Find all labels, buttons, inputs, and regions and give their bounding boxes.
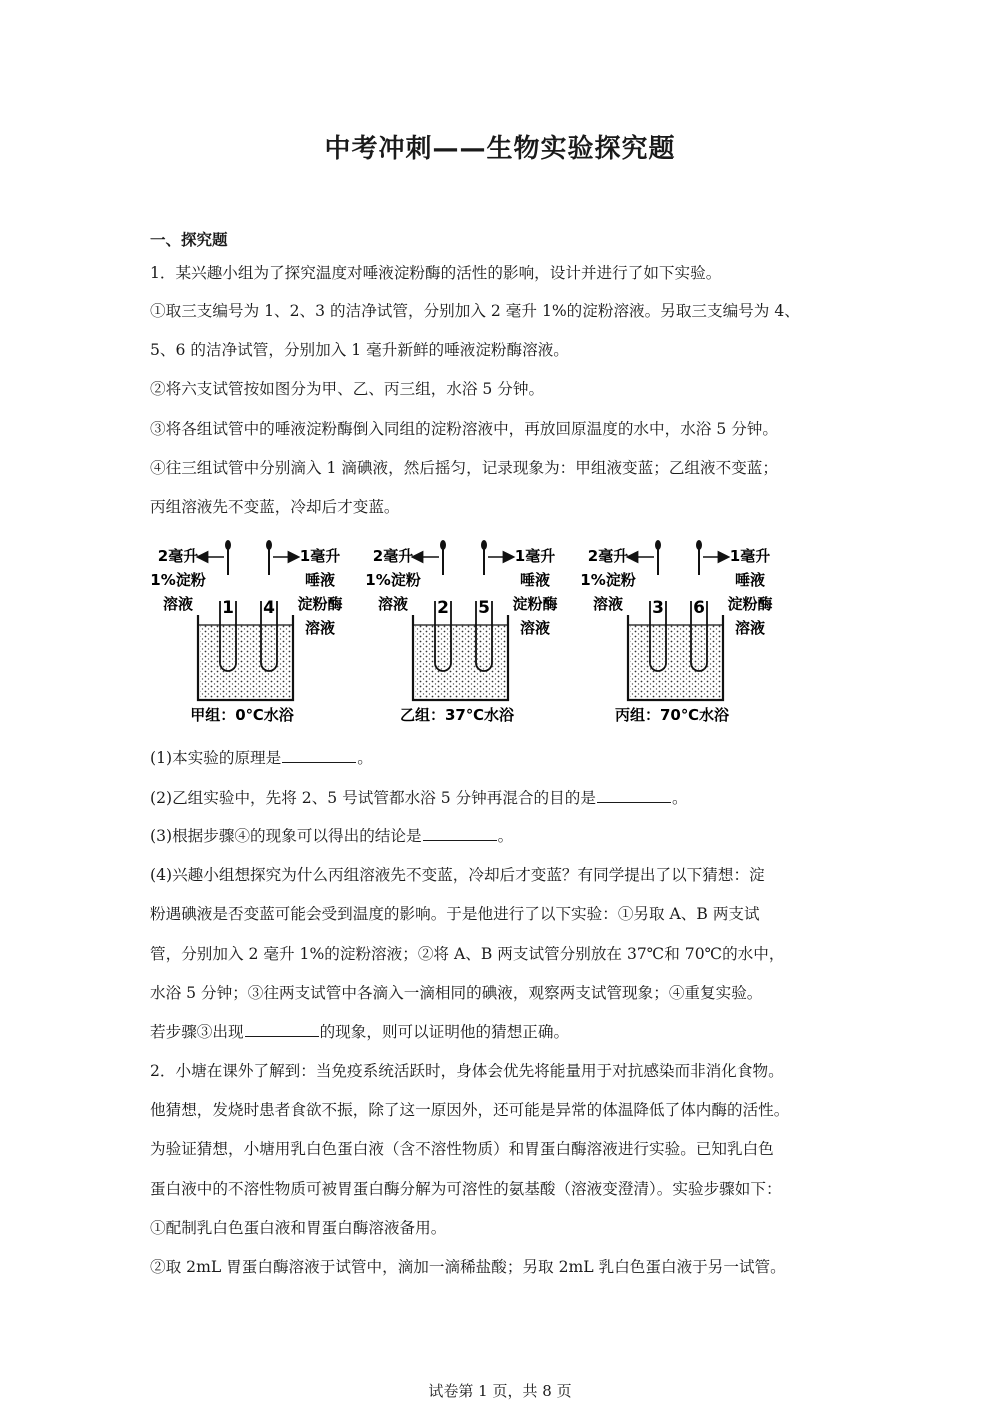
group-caption: 乙组：37℃水浴	[399, 706, 515, 724]
q2-line5: ①配制乳白色蛋白液和胃蛋白酶溶液备用。	[150, 1219, 447, 1237]
left-label-line: 1%淀粉	[580, 571, 636, 589]
q1-sub3: (3)根据步骤④的现象可以得出的结论是 。	[150, 827, 514, 845]
answer-blank-3[interactable]	[423, 825, 497, 841]
answer-blank-4[interactable]	[245, 1021, 319, 1037]
tube-number-b: 5	[478, 598, 490, 618]
left-label-line: 2毫升	[157, 547, 199, 565]
group-caption: 甲组：0℃水浴	[190, 706, 294, 724]
right-label-line: 唾液	[519, 571, 551, 589]
right-label-line: 淀粉酶	[512, 595, 558, 613]
right-label-line: 淀粉酶	[297, 595, 343, 613]
dropper-a-bulb	[440, 540, 446, 550]
section-heading: 一、探究题	[150, 231, 228, 249]
beaker-group-2	[365, 540, 557, 724]
q1-step4-line1: ④往三组试管中分别滴入 1 滴碘液，然后摇匀，记录现象为：甲组液变蓝；乙组液不变蓝；	[150, 459, 778, 477]
left-label-line: 1%淀粉	[365, 571, 421, 589]
q2-line3: 为验证猜想，小塘用乳白色蛋白液（含不溶性物质）和胃蛋白酶溶液进行实验。已知乳白色	[150, 1140, 774, 1158]
q1-sub1: (1)本实验的原理是 。	[150, 749, 373, 767]
page-footer: 试卷第 1 页，共 8 页	[428, 1382, 572, 1400]
q1-intro: 1．某兴趣小组为了探究温度对唾液淀粉酶的活性的影响，设计并进行了如下实验。	[150, 264, 722, 282]
tube-number-a: 3	[652, 598, 664, 618]
right-label-line: 溶液	[304, 619, 336, 637]
left-label-line: 溶液	[592, 595, 624, 613]
dropper-b-bulb	[481, 540, 487, 550]
beaker-group-1	[150, 540, 342, 724]
left-label-line: 溶液	[162, 595, 194, 613]
q1-sub2: (2)乙组实验中，先将 2、5 号试管都水浴 5 分钟再混合的目的是 。	[150, 789, 688, 807]
q1-step4-line2: 丙组溶液先不变蓝，冷却后才变蓝。	[150, 498, 400, 516]
beaker-group-3	[580, 540, 772, 724]
right-label-line: 1毫升	[299, 547, 341, 565]
q1-sub4-line5: 若步骤③出现 的现象，则可以证明他的猜想正确。	[150, 1023, 570, 1041]
left-label-line: 2毫升	[587, 547, 629, 565]
q1-sub4-line1: (4)兴趣小组想探究为什么丙组溶液先不变蓝，冷却后才变蓝？有同学提出了以下猜想：淀	[150, 866, 765, 884]
experiment-figure	[150, 535, 800, 730]
q1-step1-line2: 5、6 的洁净试管，分别加入 1 毫升新鲜的唾液淀粉酶溶液。	[150, 341, 569, 359]
tube-number-a: 2	[437, 598, 449, 618]
q2-line6: ②取 2mL 胃蛋白酶溶液于试管中，滴加一滴稀盐酸；另取 2mL 乳白色蛋白液于另一试管。	[150, 1258, 786, 1276]
left-label-line: 1%淀粉	[150, 571, 206, 589]
tube-number-b: 4	[263, 598, 275, 618]
q1-step1-line1: ①取三支编号为 1、2、3 的洁净试管，分别加入 2 毫升 1%的淀粉溶液。另取三支编号为 4、	[150, 302, 800, 320]
q1-sub4-line3: 管，分别加入 2 毫升 1%的淀粉溶液；②将 A、B 两支试管分别放在 37℃和 70℃的水中，	[150, 945, 785, 963]
dropper-b-bulb	[696, 540, 702, 550]
dropper-a-bulb	[225, 540, 231, 550]
tube-number-a: 1	[222, 598, 234, 618]
right-label-line: 1毫升	[514, 547, 556, 565]
left-label-line: 2毫升	[372, 547, 414, 565]
answer-blank-2[interactable]	[597, 787, 671, 803]
right-label-line: 溶液	[519, 619, 551, 637]
q1-step3: ③将各组试管中的唾液淀粉酶倒入同组的淀粉溶液中，再放回原温度的水中，水浴 5 分钟。	[150, 420, 778, 438]
q1-sub4-line4: 水浴 5 分钟；③往两支试管中各滴入一滴相同的碘液，观察两支试管现象；④重复实验。	[150, 984, 763, 1002]
q2-line4: 蛋白液中的不溶性物质可被胃蛋白酶分解为可溶性的氨基酸（溶液变澄清）。实验步骤如下：	[150, 1180, 782, 1198]
right-label-line: 1毫升	[729, 547, 771, 565]
right-label-line: 唾液	[734, 571, 766, 589]
dropper-b-bulb	[266, 540, 272, 550]
page-title: 中考冲刺——生物实验探究题	[324, 134, 676, 164]
right-label-line: 淀粉酶	[727, 595, 773, 613]
dropper-a-bulb	[655, 540, 661, 550]
tube-number-b: 6	[693, 598, 705, 618]
q2-line2: 他猜想，发烧时患者食欲不振，除了这一原因外，还可能是异常的体温降低了体内酶的活性。	[150, 1101, 790, 1119]
q1-step2: ②将六支试管按如图分为甲、乙、丙三组，水浴 5 分钟。	[150, 380, 545, 398]
q2-line1: 2．小塘在课外了解到：当免疫系统活跃时，身体会优先将能量用于对抗感染而非消化食物。	[150, 1062, 784, 1080]
right-label-line: 溶液	[734, 619, 766, 637]
right-label-line: 唾液	[304, 571, 336, 589]
q1-sub4-line2: 粉遇碘液是否变蓝可能会受到温度的影响。于是他进行了以下实验：①另取 A、B 两支试	[150, 905, 760, 923]
group-caption: 丙组：70℃水浴	[614, 706, 730, 724]
answer-blank-1[interactable]	[282, 747, 356, 763]
left-label-line: 溶液	[377, 595, 409, 613]
